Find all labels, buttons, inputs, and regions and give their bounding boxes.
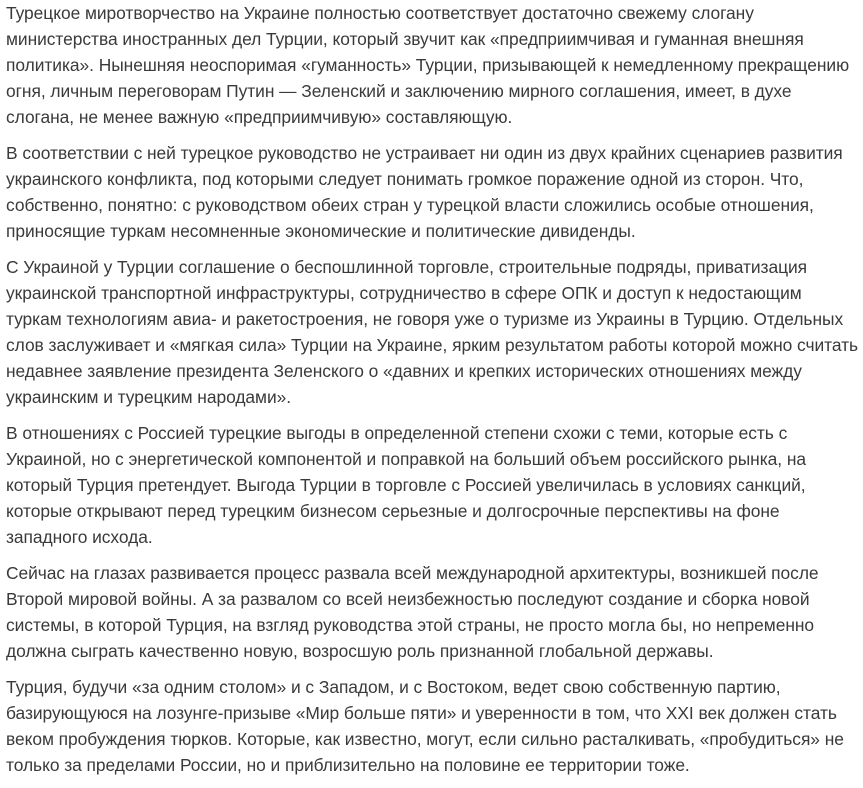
paragraph: Сейчас на глазах развивается процесс развала всей международной архитектуры, возникшей после Второй мировой войны. А за развалом со всей неизбежностью последуют создание и сборка новой системы, в которой Турция, на взгляд руководства этой страны, не просто могла бы, но непременно должна сыграть качественно новую, возросшую роль признанной глобальной державы. [6, 563, 819, 661]
paragraph: Турецкое миротворчество на Украине полностью соответствует достаточно свежему слогану министерства иностранных дел Турции, который звучит как «предприимчивая и гуманная внешняя политика». Нынешняя неоспоримая «гуманность» Турции, призывающей к немедленному прекращению огня, личным переговорам Путин — Зеленский и заключению мирного соглашения, имеет, в духе слогана, не менее важную «предприимчивую» составляющую. [6, 3, 850, 127]
article-body [6, 0, 861, 788]
paragraph: Турция, будучи «за одним столом» и с Западом, и с Востоком, ведет свою собственную партию, базирующуюся на лозунге-призыве «Мир больше пяти» и уверенности в том, что XXI век должен стать веком пробуждения тюрков. Которые, как известно, могут, если сильно расталкивать, «пробудиться» не только за пределами России, но и приблизительно на половине ее территории тоже. [6, 677, 844, 775]
paragraph: С Украиной у Турции соглашение о беспошлинной торговле, строительные подряды, приватизация украинской транспортной инфраструктуры, сотрудничество в сфере ОПК и доступ к недостающим туркам технологиям авиа- и ракетостроения, не говоря уже о туризме из Украины в Турцию. Отдельных слов заслуживает и «мягкая сила» Турции на Украине, ярким результатом работы которой можно считать недавнее заявление президента Зеленского о «давних и крепких исторических отношениях между украинским и турецким народами». [6, 257, 859, 407]
paragraph: В соответствии с ней турецкое руководство не устраивает ни один из двух крайних сценариев развития украинского конфликта, под которыми следует понимать громкое поражение одной из сторон. Что, собственно, понятно: с руководством обеих стран у турецкой власти сложились особые отношения, приносящие туркам несомненные экономические и политические дивиденды. [6, 143, 843, 241]
paragraph: В отношениях с Россией турецкие выгоды в определенной степени схожи с теми, которые есть с Украиной, но с энергетической компонентой и поправкой на больший объем российского рынка, на который Турция претендует. Выгода Турции в торговле с Россией увеличилась в условиях санкций, которые открывают перед турецким бизнесом серьезные и долгосрочные перспективы на фоне западного исхода. [6, 423, 807, 547]
